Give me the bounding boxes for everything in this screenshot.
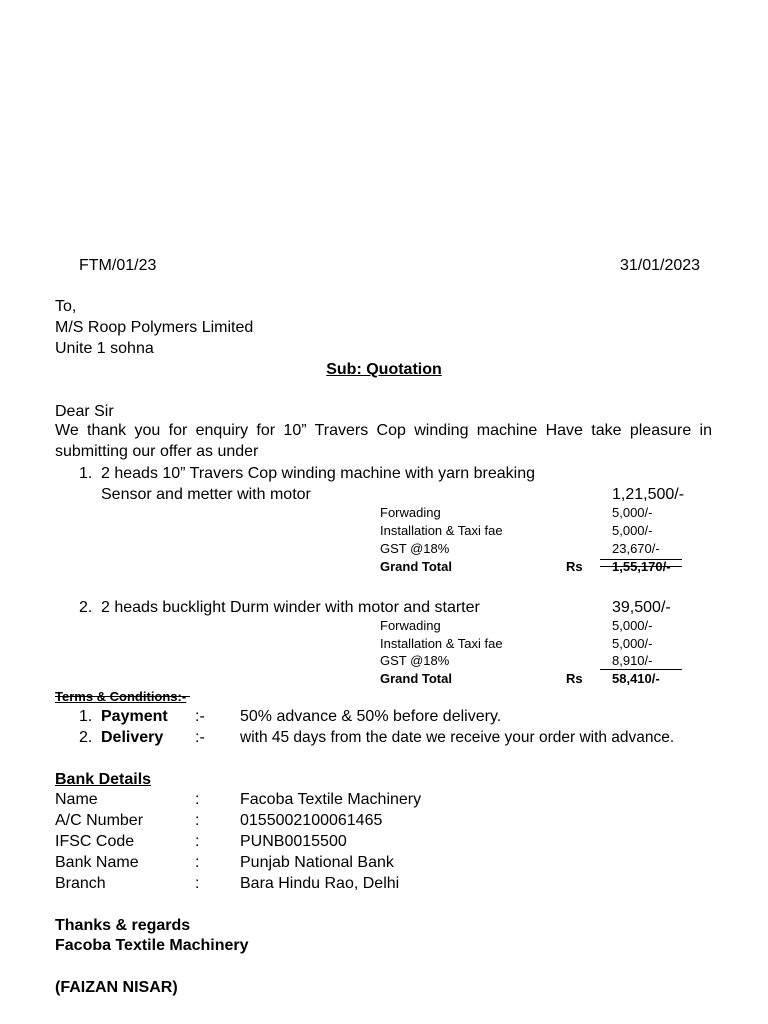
- recipient-unit: Unite 1 sohna: [55, 340, 154, 357]
- item-1-gst-label: GST @18%: [380, 541, 450, 556]
- bank-account-label: A/C Number: [55, 812, 144, 829]
- item-2-forwarding-label: Forwading: [380, 618, 441, 633]
- terms-2-value: with 45 days from the date we receive your order with advance.: [240, 729, 675, 746]
- item-2-gst-amount: 8,910/-: [612, 653, 653, 668]
- item-2-installation-amount: 5,000/-: [612, 636, 653, 651]
- item-1-price: 1,21,500/-: [612, 486, 685, 503]
- subject-line: Sub: Quotation: [326, 361, 442, 378]
- greeting: Dear Sir: [55, 403, 114, 420]
- bank-bankname-label: Bank Name: [55, 854, 139, 871]
- terms-1-value: 50% advance & 50% before delivery.: [240, 708, 502, 725]
- item-1-forwarding-label: Forwading: [380, 505, 441, 520]
- bank-account-value: 0155002100061465: [240, 812, 383, 829]
- bank-ifsc-value: PUNB0015500: [240, 833, 347, 850]
- intro-paragraph: We thank you for enquiry for 10” Travers Cop winding machine Have take pleasure in submitting our offer as under: [55, 422, 712, 460]
- closing-signatory: (FAIZAN NISAR): [55, 979, 178, 996]
- recipient-to: To,: [55, 298, 77, 315]
- bank-name-separator: :: [195, 791, 200, 808]
- item-1-grand-total-label: Grand Total: [380, 559, 452, 574]
- bank-ifsc-label: IFSC Code: [55, 833, 135, 850]
- item-1-grand-total: 1,55,170/-: [612, 559, 671, 574]
- item-2-currency: Rs: [566, 671, 583, 686]
- bank-ifsc-separator: :: [195, 833, 200, 850]
- item-2-price: 39,500/-: [612, 599, 671, 616]
- terms-1-number: 1.: [79, 708, 93, 725]
- bank-heading: Bank Details: [55, 771, 152, 788]
- item-2-grand-total-label: Grand Total: [380, 671, 452, 686]
- bank-branch-label: Branch: [55, 875, 106, 892]
- closing-thanks: Thanks & regards: [55, 917, 191, 934]
- bank-bankname-value: Punjab National Bank: [240, 854, 394, 871]
- item-1-currency: Rs: [566, 559, 583, 574]
- item-2-installation-label: Installation & Taxi fae: [380, 636, 503, 651]
- terms-2-label: Delivery: [101, 729, 164, 746]
- closing-company: Facoba Textile Machinery: [55, 937, 249, 954]
- bank-bankname-separator: :: [195, 854, 200, 871]
- terms-1-label: Payment: [101, 708, 168, 725]
- item-1-installation-amount: 5,000/-: [612, 523, 653, 538]
- terms-2-separator: :-: [195, 729, 205, 746]
- recipient-company: M/S Roop Polymers Limited: [55, 319, 254, 336]
- bank-branch-value: Bara Hindu Rao, Delhi: [240, 875, 400, 892]
- item-2-forwarding-amount: 5,000/-: [612, 618, 653, 633]
- item-1-gst-amount: 23,670/-: [612, 541, 660, 556]
- item-1-description-continued: Sensor and metter with motor: [101, 486, 311, 503]
- item-1-installation-label: Installation & Taxi fae: [380, 523, 503, 538]
- terms-1-separator: :-: [195, 708, 205, 725]
- bank-account-separator: :: [195, 812, 200, 829]
- item-2-gst-label: GST @18%: [380, 653, 450, 668]
- bank-name-label: Name: [55, 791, 98, 808]
- item-1-forwarding-amount: 5,000/-: [612, 505, 653, 520]
- item-1-total-strike: [600, 566, 682, 567]
- item-1-description: 2 heads 10” Travers Cop winding machine with yarn breaking: [101, 465, 536, 482]
- terms-2-number: 2.: [79, 729, 93, 746]
- item-2-number: 2.: [79, 599, 93, 616]
- item-2-grand-total: 58,410/-: [612, 671, 660, 686]
- bank-branch-separator: :: [195, 875, 200, 892]
- bank-name-value: Facoba Textile Machinery: [240, 791, 422, 808]
- terms-heading: Terms & Conditions:-: [55, 689, 187, 704]
- reference-number: FTM/01/23: [79, 257, 157, 274]
- item-1-number: 1.: [79, 465, 93, 482]
- document-date: 31/01/2023: [620, 257, 701, 274]
- terms-heading-strike: [55, 696, 190, 697]
- item-2-description: 2 heads bucklight Durm winder with motor and starter: [101, 599, 480, 616]
